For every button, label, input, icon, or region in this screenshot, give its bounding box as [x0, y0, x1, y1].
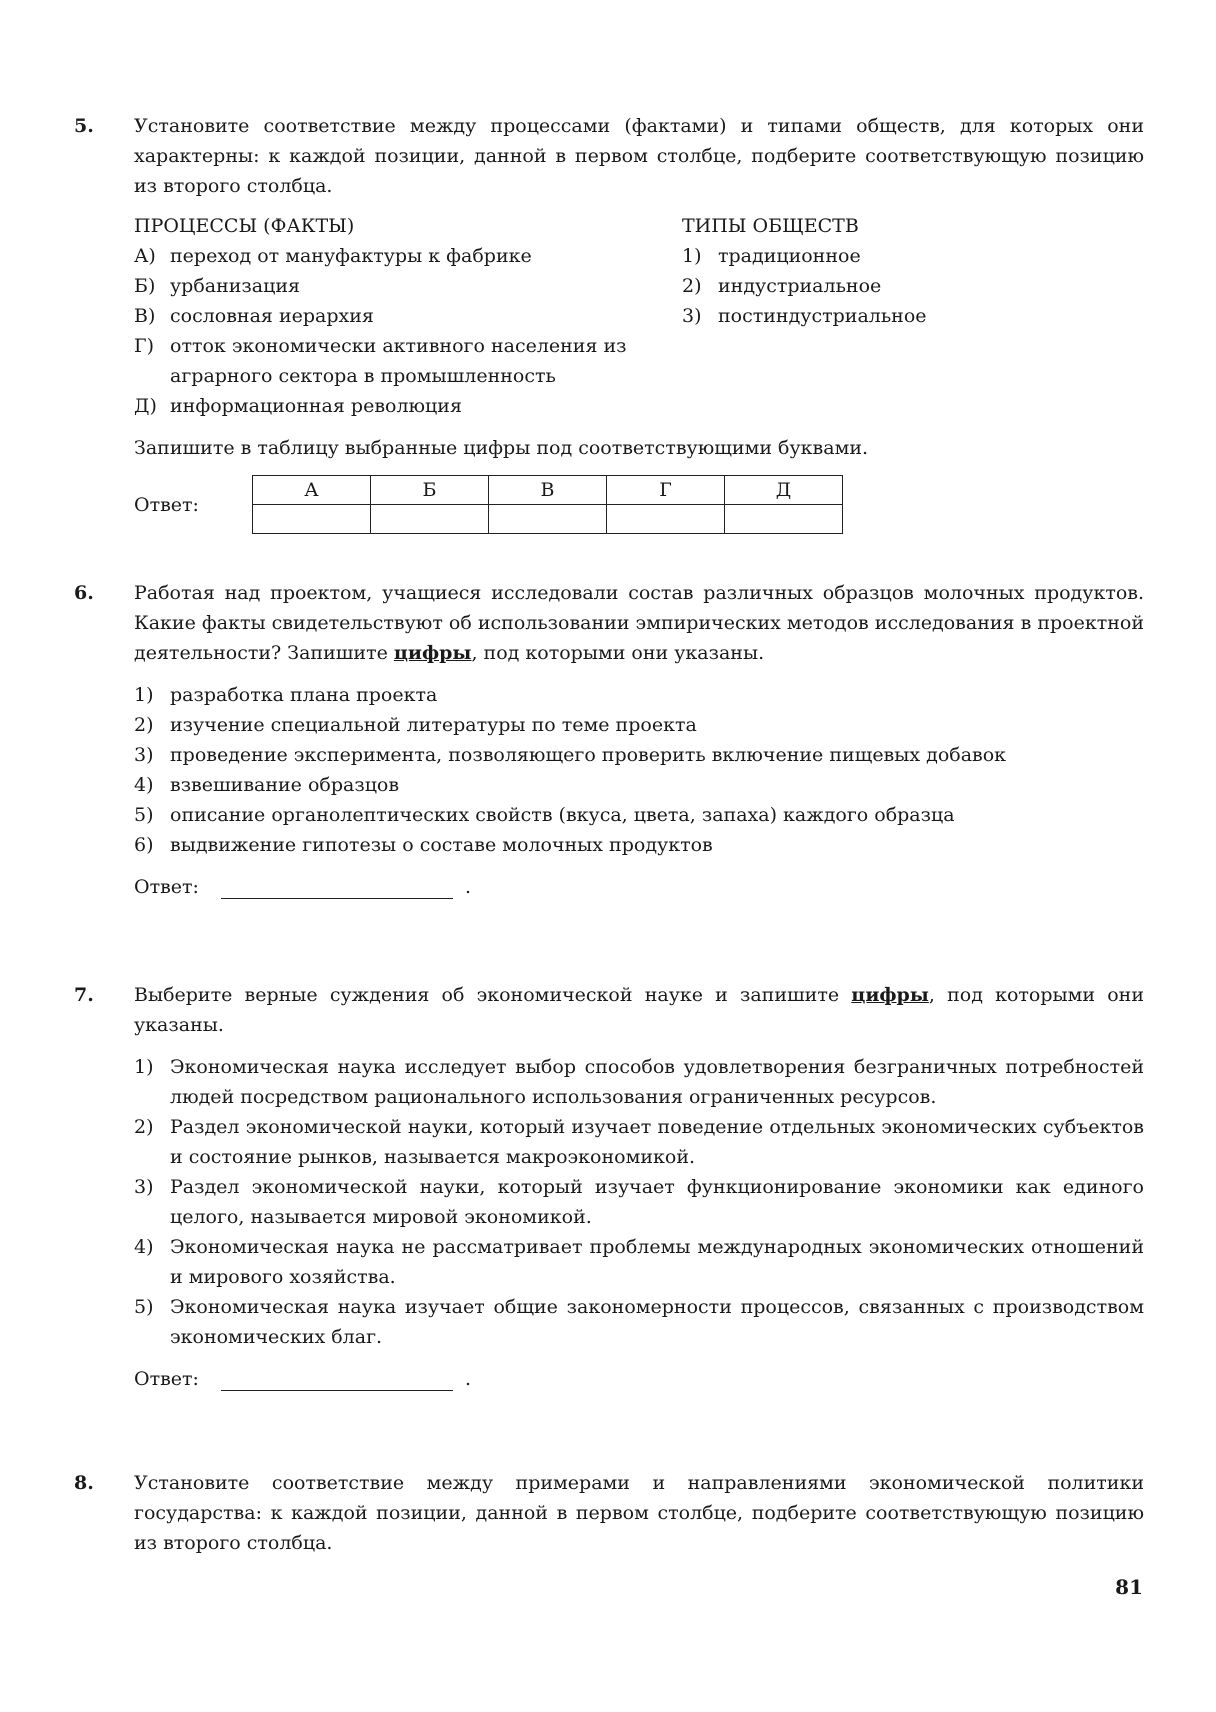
matching-columns	[134, 211, 1144, 421]
table-header: Г	[607, 476, 725, 505]
list-item	[134, 830, 1144, 860]
list-item	[134, 770, 1144, 800]
task-6	[74, 578, 1144, 902]
item-text: сословная иерархия	[170, 305, 374, 327]
task-8	[74, 1468, 1144, 1558]
item-key: А)	[134, 245, 156, 267]
item-text: отток экономически активного населения из аграрного сектора в промышленность	[170, 335, 627, 387]
item-key: 2)	[682, 275, 702, 297]
table-header: Б	[371, 476, 489, 505]
item-key: Г)	[134, 335, 154, 357]
item-text: постиндустриальное	[718, 305, 927, 327]
item-text: Раздел экономической науки, который изучает функционирование экономики как единого целого, называется мировой экономикой.	[170, 1176, 1144, 1228]
item-text: проведение эксперимента, позволяющего проверить включение пищевых добавок	[170, 744, 1007, 766]
item-key: 6)	[134, 834, 154, 856]
answer-label: Ответ:	[134, 493, 199, 516]
item-key: 4)	[134, 774, 154, 796]
item-key: Б)	[134, 275, 156, 297]
item-text: выдвижение гипотезы о составе молочных продуктов	[170, 834, 713, 856]
item-text: описание органолептических свойств (вкуса, цвета, запаха) каждого образца	[170, 804, 955, 826]
table-header: А	[253, 476, 371, 505]
answer-cell[interactable]	[253, 505, 371, 534]
list-item	[134, 1112, 1144, 1172]
page-number: 81	[1115, 1575, 1143, 1599]
emphasis: цифры	[851, 984, 929, 1006]
item-text: Экономическая наука исследует выбор способов удовлетворения безграничных потребностей людей посредством рационального использования ограниченных ресурсов.	[170, 1056, 1144, 1108]
list-item	[682, 301, 1144, 331]
item-text: переход от мануфактуры к фабрике	[170, 245, 532, 267]
list-item	[134, 1232, 1144, 1292]
emphasis: цифры	[393, 642, 472, 664]
item-text: Экономическая наука изучает общие закономерности процессов, связанных с производством экономических благ.	[170, 1296, 1144, 1348]
task-text-part: , под которыми они указаны.	[471, 642, 765, 664]
task-text-part: Работая над проектом, учащиеся исследовали состав различных образцов молочных продуктов. Какие факты свидетельствуют об использовании эмпирических методов исследования в проектной деятельности? Запишите	[134, 582, 1144, 664]
list-item	[134, 710, 1144, 740]
item-key: 3)	[134, 744, 154, 766]
list-item	[134, 1172, 1144, 1232]
task-number: 5.	[74, 115, 94, 137]
task-text	[134, 578, 1144, 668]
list-item	[682, 241, 1144, 271]
list-item	[134, 331, 682, 391]
answer-blank[interactable]	[221, 876, 453, 899]
processes-column	[134, 211, 682, 421]
instruction: Запишите в таблицу выбранные цифры под соответствующими буквами.	[134, 437, 869, 459]
answer-cell[interactable]	[371, 505, 489, 534]
answer-row	[134, 475, 1144, 534]
column-header: ПРОЦЕССЫ (ФАКТЫ)	[134, 215, 355, 237]
item-key: 3)	[682, 305, 702, 327]
table-header: В	[489, 476, 607, 505]
list-item	[134, 301, 682, 331]
answer-label: Ответ:	[134, 1368, 199, 1390]
item-text: разработка плана проекта	[170, 684, 438, 706]
table-header: Д	[725, 476, 843, 505]
options-list	[134, 1052, 1144, 1352]
item-key: Д)	[134, 395, 157, 417]
options-list	[134, 680, 1144, 860]
item-text: традиционное	[718, 245, 861, 267]
answer-row	[134, 1364, 1144, 1394]
item-key: 3)	[134, 1176, 154, 1198]
list-item	[682, 271, 1144, 301]
item-text: Экономическая наука не рассматривает проблемы международных экономических отношений и мирового хозяйства.	[170, 1236, 1144, 1288]
answer-row	[134, 872, 1144, 902]
answer-period: .	[464, 1368, 471, 1390]
task-text	[134, 980, 1144, 1040]
item-key: 2)	[134, 714, 154, 736]
item-key: 1)	[134, 1056, 154, 1078]
answer-cell[interactable]	[489, 505, 607, 534]
item-text: взвешивание образцов	[170, 774, 400, 796]
item-text: индустриальное	[718, 275, 882, 297]
task-text: Установите соответствие между примерами и направлениями экономической политики государства: к каждой позиции, данной в первом столбце, подберите соответствующую позицию из второго столбца.	[134, 1472, 1144, 1554]
list-item	[134, 1292, 1144, 1352]
list-item	[134, 391, 682, 421]
list-item	[134, 241, 682, 271]
answer-table	[252, 475, 843, 534]
task-7	[74, 980, 1144, 1394]
task-text-part: , под которыми они указаны.	[134, 984, 1145, 1036]
item-key: 5)	[134, 804, 154, 826]
column-header: ТИПЫ ОБЩЕСТВ	[682, 215, 859, 237]
item-key: 5)	[134, 1296, 154, 1318]
answer-label: Ответ:	[134, 876, 199, 898]
item-key: В)	[134, 305, 156, 327]
task-text: Установите соответствие между процессами (фактами) и типами обществ, для которых они характерны: к каждой позиции, данной в первом столбце, подберите соответствующую позицию из второго столбца.	[134, 115, 1144, 197]
society-types-column	[682, 211, 1144, 421]
item-key: 2)	[134, 1116, 154, 1138]
answer-blank[interactable]	[221, 1368, 453, 1391]
item-text: изучение специальной литературы по теме проекта	[170, 714, 697, 736]
item-text: информационная революция	[170, 395, 462, 417]
item-text: урбанизация	[170, 275, 300, 297]
list-item	[134, 740, 1144, 770]
item-key: 1)	[134, 684, 154, 706]
answer-cell[interactable]	[725, 505, 843, 534]
answer-period: .	[464, 876, 471, 898]
list-item	[134, 680, 1144, 710]
answer-cell[interactable]	[607, 505, 725, 534]
item-key: 4)	[134, 1236, 154, 1258]
task-number: 8.	[74, 1472, 94, 1494]
list-item	[134, 1052, 1144, 1112]
task-number: 7.	[74, 984, 94, 1006]
task-number: 6.	[74, 582, 94, 604]
task-text-part: Выберите верные суждения об экономической науке и запишите	[134, 984, 852, 1006]
list-item	[134, 800, 1144, 830]
item-text: Раздел экономической науки, который изучает поведение отдельных экономических субъектов и состояние рынков, называется макроэкономикой.	[170, 1116, 1144, 1168]
item-key: 1)	[682, 245, 702, 267]
list-item	[134, 271, 682, 301]
task-5	[74, 111, 1144, 534]
